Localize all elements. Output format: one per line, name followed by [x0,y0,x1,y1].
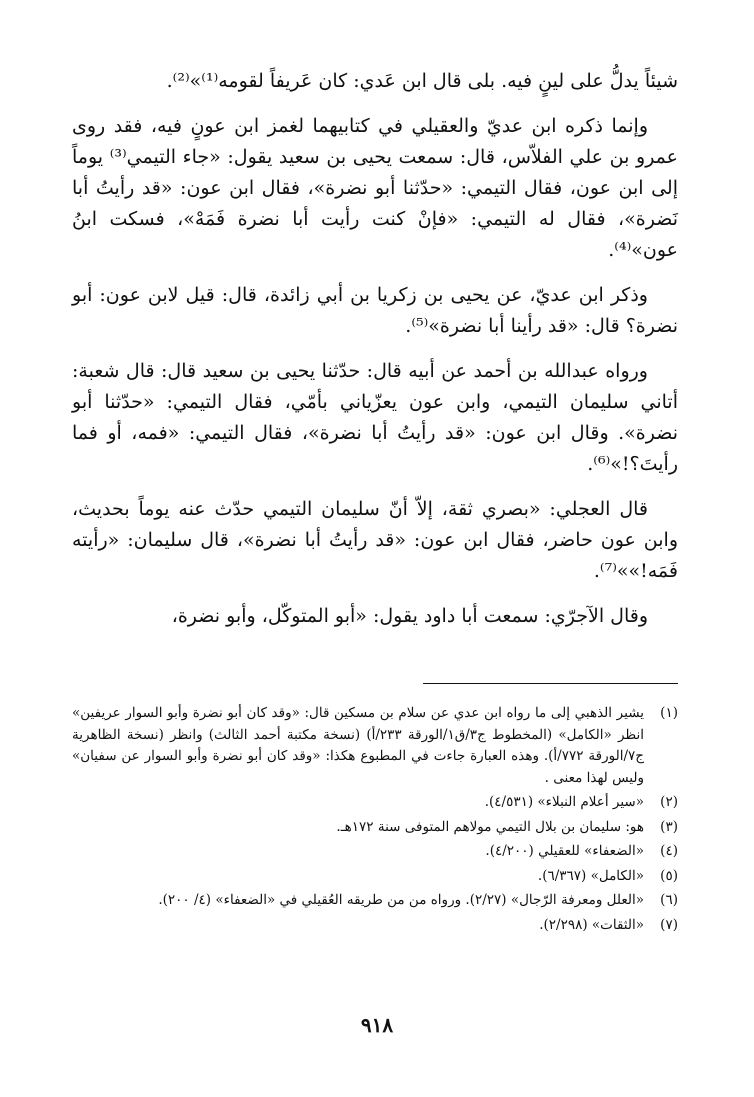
paragraph-5: قال العجلي: «بصري ثقة، إلاّ أنّ سليمان التيمي حدّث عنه يوماً بحديث، وابن عون حاضر، فقال ابن عون: «قد رأيتُ أبا نضرة»، قال سليمان: «رأيته فَمَه!»»⁽⁷⁾. [72,498,678,582]
footnote-number: (٤) [660,843,678,859]
footnote-3 [72,817,678,839]
paragraph-1: شيئاً يدلُّ على لينٍ فيه. بلى قال ابن عَدي: كان عَريفاً لقومه⁽¹⁾»⁽²⁾. [166,70,678,92]
footnote-text: هو: سليمان بن بلال التيمي مولاهم المتوفى سنة ١٧٢هـ. [336,818,644,835]
footnote-text: «الثقات» (٢/٢٩٨). [539,916,644,933]
footnote-divider [423,683,678,684]
footnote-text: «الكامل» (٦/٣٦٧). [537,867,644,884]
main-text [72,66,678,646]
paragraph-4: ورواه عبدالله بن أحمد عن أبيه قال: حدّثنا يحيى بن سعيد قال: قال شعبة: أتاني سليمان التيمي، وابن عون يعزّياني بأمّي، فقال التيمي: «حدّثنا أبو نضرة». وقال ابن عون: «قد رأيتُ أبا نضرة»، فقال التيمي: «فمه، أو فما رأيتَ؟!»⁽⁶⁾. [72,360,678,475]
footnote-4 [72,841,678,863]
footnote-number: (٧) [660,916,678,933]
footnote-1 [72,703,678,789]
footnote-text: «العلل ومعرفة الرّجال» (٢/٢٧). ورواه من من طريقه العُقيلي في «الضعفاء» (٤/ ٢٠٠). [158,892,644,908]
footnote-text: «سير أعلام النبلاء» (٤/٥٣١). [484,794,644,810]
footnote-number: (١) [660,705,678,721]
page-number: ٩١٨ [360,1013,394,1037]
footnote-7 [72,915,678,937]
footnote-2 [72,792,678,814]
footnote-text: «الضعفاء» للعقيلي (٤/٢٠٠). [485,843,644,859]
footnote-number: (٢) [660,794,678,810]
paragraph-2: وإنما ذكره ابن عديّ والعقيلي في كتابيهما لغمز ابن عونٍ فيه، فقد روى عمرو بن علي الفلاّس، قال: سمعت يحيى بن سعيد يقول: «جاء التيمي⁽³⁾ يوماً إلى ابن عون، فقال التيمي: «حدّثنا أبو نضرة»، فقال ابن عون: «قد رأيتُ أبا نَضرة»، فقال له التيمي: «فإنْ كنت رأيت أبا نضرة فَمَهْ»، فسكت ابنُ عون»⁽⁴⁾. [72,115,678,261]
paragraph-3: وذكر ابن عديّ، عن يحيى بن زكريا بن أبي زائدة، قال: قيل لابن عون: أبو نضرة؟ قال: «قد رأينا أبا نضرة»⁽⁵⁾. [72,284,678,337]
footnote-number: (٣) [660,818,678,835]
footnote-number: (٦) [660,892,678,908]
footnote-number: (٥) [660,867,678,884]
footnote-text: يشير الذهبي إلى ما رواه ابن عدي عن سلام بن مسكين قال: «وقد كان أبو نضرة وأبو السوار عريفين» انظر «الكامل» (المخطوط ج٣/ق١/الورقة ٢٣٣/أ) (نسخة مكتبة أحمد الثالث) وانظر (نسخة الظاهرية ج٧/الورقة ٧٧٢/أ). وهذه العبارة جاءت في المطبوع هكذا: «وقد كان أبو نضرة وأبو السوار عن سفيان» وليس لهذا معنى . [72,705,644,786]
footnotes [72,703,678,939]
footnote-5 [72,866,678,888]
footnote-6 [72,890,678,912]
paragraph-6: وقال الآجرّي: سمعت أبا داود يقول: «أبو المتوكّل، وأبو نضرة، [171,605,648,627]
